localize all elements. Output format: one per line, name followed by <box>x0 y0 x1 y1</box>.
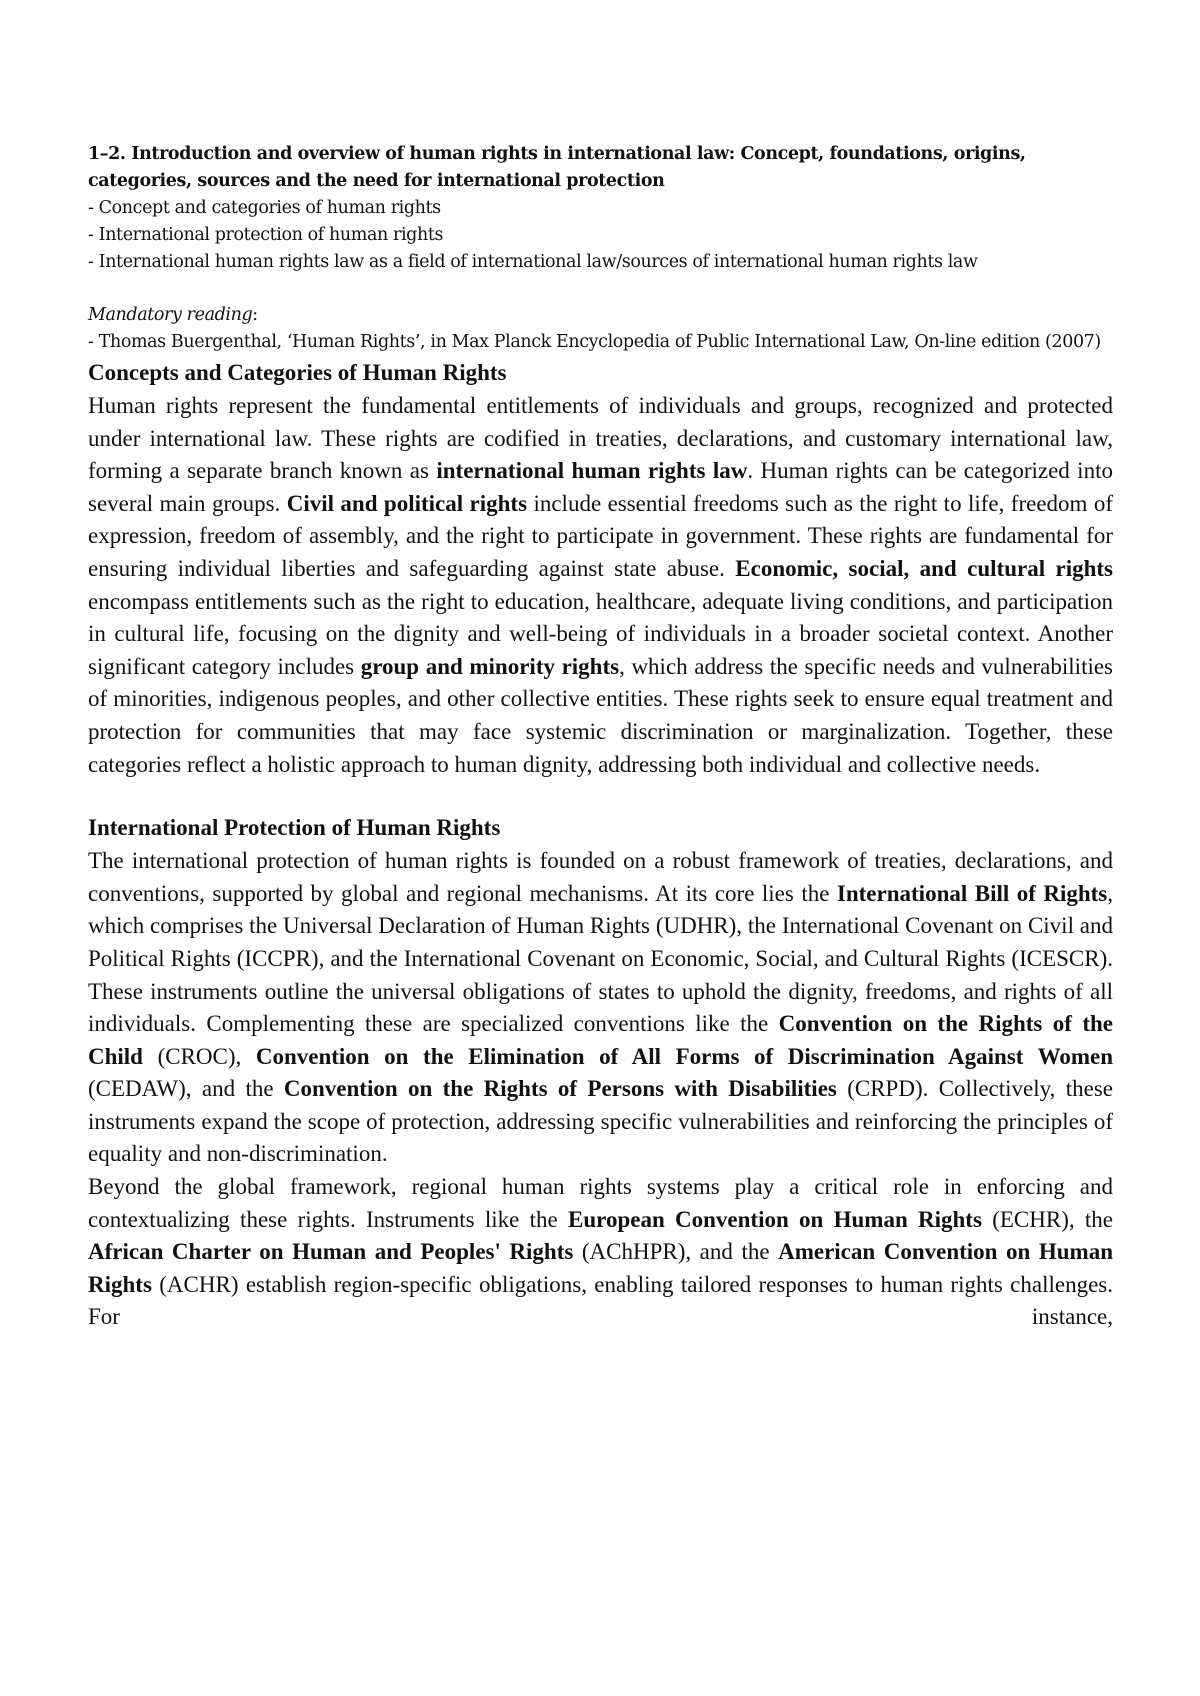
topic-title: 1–2. Introduction and overview of human rights in international law: Concept, foundations, origins, categories, sources and the need for international protection <box>88 144 1026 191</box>
text-run: Beyond the global framework, regional human rights systems play a critical role in enforcing and contextualizing these rights. Instruments like the <box>88 1174 1113 1232</box>
topic-item-protection: - International protection of human rights <box>88 225 444 245</box>
text-run: (ACHR) establish region-specific obligations, enabling tailored responses to human rights challenges. For instance, <box>88 1271 1113 1330</box>
paragraph-protection-1 <box>88 845 1113 1171</box>
section-heading-protection: International Protection of Human Rights <box>88 815 501 841</box>
bold-term: Convention on the Elimination of All Forms of Discrimination Against Women <box>255 1043 1114 1069</box>
text-run: (ECHR), the <box>981 1206 1113 1232</box>
bold-term: Convention on the Rights of the Child <box>88 1011 1113 1069</box>
text-run: (AChHPR), and the <box>573 1239 779 1265</box>
bold-term: American Convention on Human Rights <box>88 1239 1113 1297</box>
topic-item-sources: - International human rights law as a field of international law/sources of international human rights law <box>88 252 978 272</box>
bold-term: international human rights law <box>436 458 748 484</box>
spacer <box>88 276 1113 302</box>
text-run: Human rights represent the fundamental entitlements of individuals and groups, recognized and protected under international law. These rights are codified in treaties, declarations, and customary international law, forming a separate branch known as <box>88 393 1113 484</box>
text-run: (CROC), <box>142 1043 256 1069</box>
reading-label-line <box>88 302 1113 329</box>
text-run: . Human rights can be categorized into several main groups. <box>88 458 1113 516</box>
bold-term: group and minority rights <box>360 653 620 679</box>
text-run: The international protection of human rights is founded on a robust framework of treaties, declarations, and conventions, supported by global and regional mechanisms. At its core lies the <box>88 848 1113 906</box>
course-header <box>88 141 1113 276</box>
paragraph-concepts <box>88 390 1113 781</box>
spacer <box>88 781 1113 811</box>
reading-entry: - Thomas Buergenthal, ‘Human Rights’, in Max Planck Encyclopedia of Public International Law, On-line edition (2007) <box>88 332 1101 352</box>
bold-term: African Charter on Human and Peoples' Rights <box>88 1239 574 1265</box>
topic-item-concept: - Concept and categories of human rights <box>88 198 441 218</box>
bold-term: Economic, social, and cultural rights <box>735 555 1113 581</box>
section-heading-concepts: Concepts and Categories of Human Rights <box>88 360 507 385</box>
bold-term: Convention on the Rights of Persons with Disabilities <box>283 1076 837 1102</box>
reading-label: Mandatory reading <box>88 305 253 325</box>
mandatory-reading <box>88 302 1113 356</box>
bold-term: Civil and political rights <box>286 490 528 516</box>
document-page <box>88 141 1113 1334</box>
text-run: (CEDAW), and the <box>88 1076 284 1102</box>
text-run: , which comprises the Universal Declaration of Human Rights (UDHR), the International Covenant on Civil and Political Rights (ICCPR), and the International Covenant on Economic, Social, and Cultural Rights (ICESCR). These instruments outline the universal obligations of states to uphold the dignity, freedoms, and rights of all individuals. Complementing these are specialized conventions like the <box>88 880 1113 1037</box>
text-run: include essential freedoms such as the right to life, freedom of expression, freedom of assembly, and the right to participate in government. These rights are fundamental for ensuring individual liberties and safeguarding against state abuse. <box>88 490 1113 581</box>
bold-term: European Convention on Human Rights <box>568 1206 982 1232</box>
reading-colon: : <box>252 305 258 325</box>
text-run: (CRPD). Collectively, these instruments expand the scope of protection, addressing specific vulnerabilities and reinforcing the principles of equality and non-discrimination. <box>88 1076 1113 1167</box>
text-run: , which address the specific needs and vulnerabilities of minorities, indigenous peoples, and other collective entities. These rights seek to ensure equal treatment and protection for communities that may face systemic discrimination or marginalization. Together, these categories reflect a holistic approach to human dignity, addressing both individual and collective needs. <box>88 653 1114 777</box>
paragraph-protection-2 <box>88 1171 1113 1334</box>
bold-term: International Bill of Rights <box>836 880 1108 906</box>
text-run: encompass entitlements such as the right to education, healthcare, adequate living conditions, and participation in cultural life, focusing on the dignity and well-being of individuals in a broader societal context. Another significant category includes <box>88 588 1113 679</box>
